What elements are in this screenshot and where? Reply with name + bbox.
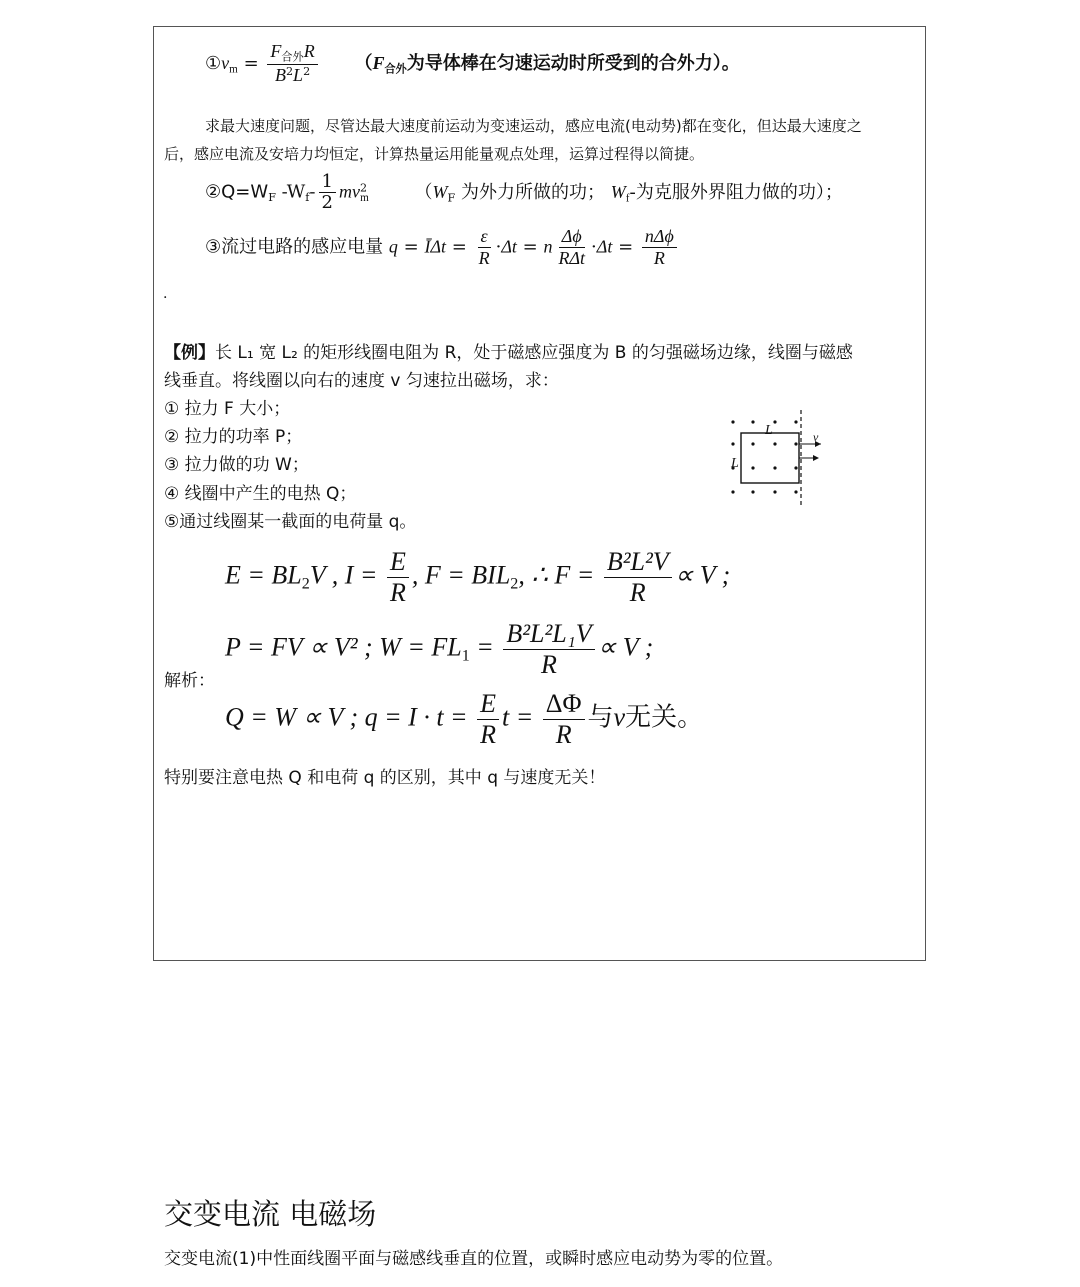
formula2-note: （$W_F$ 为外力所做的功； $W_f-$为克服外界阻力做的功）； <box>414 181 843 205</box>
question-item: ⑤通过线圈某一截面的电荷量 q。 <box>164 512 417 532</box>
fraction: $\frac{1}{2}$ <box>319 172 336 213</box>
solution-equation-3: Q = W ∝ V ; q = I · t = $\frac{E}{R}$ t = $\frac{\Delta\Phi}{R}$ 与v无关。 <box>225 689 704 749</box>
formula-charge: ③流过电路的感应电量 q = ĪΔt = $\frac{\varepsilon}{R}$ ·Δt = n $\frac{\Delta\phi}{\text{RΔt}}$ ·Δt = $\frac{\text{nΔϕ}}{R}$ <box>205 227 680 268</box>
paragraph-line: 求最大速度问题，尽管达最大速度前运动为变速运动，感应电流(电动势)都在变化，但达最大速度之 <box>205 117 862 135</box>
fraction: $\frac{E}{R}$ <box>387 548 409 607</box>
fraction: $\frac{\text{B²L²V}}{R}$ <box>604 548 672 607</box>
fraction: $\frac{E}{R}$ <box>477 690 499 749</box>
diagram-label-v: v <box>813 430 819 444</box>
fraction: $\frac{\varepsilon}{R}$ <box>478 226 490 268</box>
coil-field-diagram <box>725 410 825 505</box>
fraction: $\frac{\text{nΔϕ}}{R}$ <box>642 227 677 268</box>
rectangular-coil <box>741 433 799 483</box>
formula1-note: （$F_{合外}$为导体棒在匀速运动时所受到的合外力）。 <box>354 53 740 76</box>
fraction: $\frac{\Delta\phi}{\text{RΔt}}$ <box>558 226 586 268</box>
question-item: ③ 拉力做的功 W； <box>164 455 309 475</box>
solution-equation-2: P = FV ∝ V² ; $W = FL_1$ = $\frac{\text{B²L²L₁V}}{R}$ ∝ V ; <box>225 619 654 679</box>
diagram-label-left: L <box>731 456 739 471</box>
stray-dot: . <box>163 286 168 302</box>
solution-label: 解析： <box>164 671 215 691</box>
question-item: ④ 线圈中产生的电热 Q； <box>164 484 357 504</box>
solution-note: 特别要注意电热 Q 和电荷 q 的区别，其中 q 与速度无关！ <box>164 768 606 788</box>
example-line: 【例】长 L₁ 宽 L₂ 的矩形线圈电阻为 R，处于磁感应强度为 B 的匀强磁场边缘，线圈与磁感 <box>164 343 853 363</box>
fraction: $\frac{\Delta\Phi}{R}$ <box>543 690 585 749</box>
diagram-label-top: L <box>765 423 773 438</box>
section-text: 交变电流(1)中性面线圈平面与磁感线垂直的位置，或瞬时感应电动势为零的位置。 <box>164 1249 784 1269</box>
formula-max-velocity: $①v_m$ = $\frac{F_{合外}R}{B^2L^2}$ （$F_{合外}$为导体棒在匀速运动时所受到的合外力）。 <box>205 41 740 85</box>
question-item: ① 拉力 F 大小； <box>164 399 291 419</box>
example-line: 线垂直。将线圈以向右的速度 v 匀速拉出磁场，求： <box>164 371 559 391</box>
formula-heat: $②Q=W_F$ $-W_f-$ $\frac{1}{2}$ $mv^2_m$ （$W_F$ 为外力所做的功； $W_f-$为克服外界阻力做的功）； <box>205 171 843 213</box>
fraction: $\frac{\text{B²L²L₁V}}{R}$ <box>503 620 594 679</box>
solution-equation-1: $E = BL_2V$ , I = $\frac{E}{R}$ , $F = BIL_2$, ∴ F = $\frac{\text{B²L²V}}{R}$ ∝ V ; <box>225 547 731 607</box>
section-title: 交变电流 电磁场 <box>164 1197 377 1231</box>
paragraph-line: 后，感应电流及安培力均恒定，计算热量运用能量观点处理，运算过程得以简捷。 <box>164 145 705 163</box>
fraction: $\frac{F_{合外}R}{B^2L^2}$ <box>267 42 317 86</box>
question-item: ② 拉力的功率 P； <box>164 427 303 447</box>
